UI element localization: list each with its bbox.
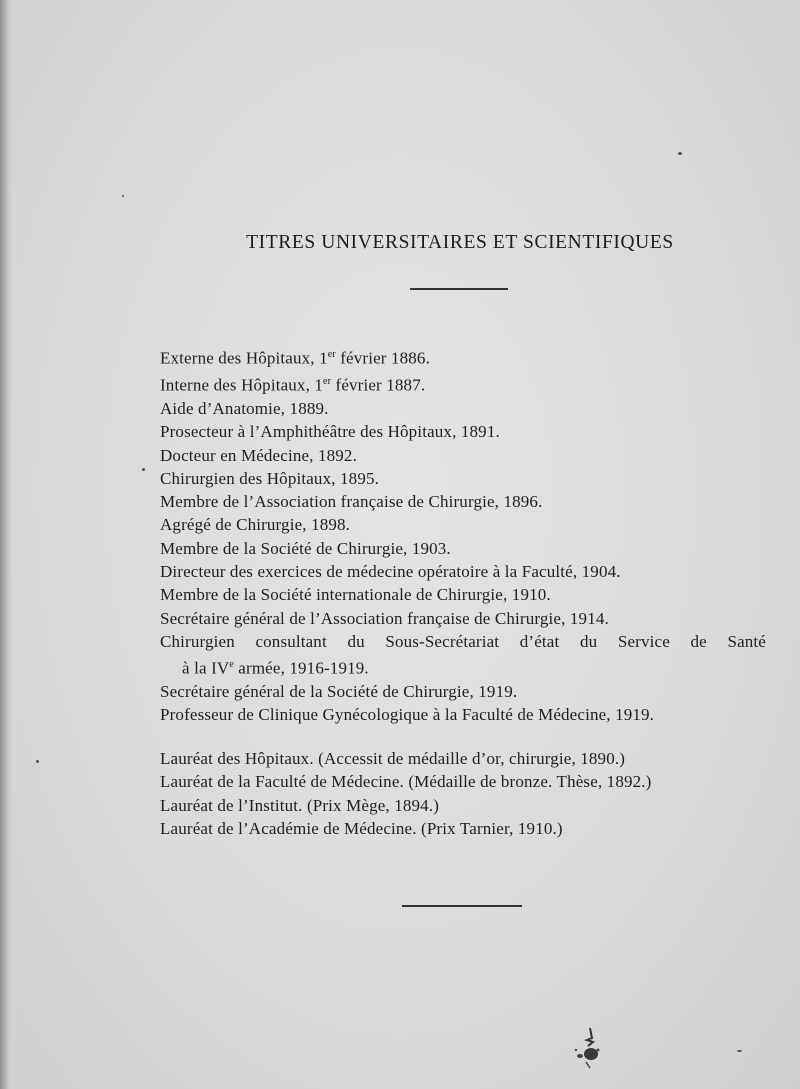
ink-speck <box>737 1050 742 1052</box>
award-entry: Lauréat de l’Institut. (Prix Mège, 1894.) <box>160 795 440 815</box>
title-entry: Prosecteur à l’Amphithéâtre des Hôpitaux, 1891. <box>160 422 500 442</box>
title-entry: Directeur des exercices de médecine opératoire à la Faculté, 1904. <box>160 561 621 581</box>
title-entry: Secrétaire général de la Société de Chirurgie, 1919. <box>160 682 518 702</box>
closing-divider <box>402 905 522 907</box>
title-entry: Interne des Hôpitaux, 1er février 1887. <box>160 375 426 395</box>
page-edge-shadow <box>0 0 12 1089</box>
title-entry: Membre de la Société internationale de Chirurgie, 1910. <box>160 585 551 605</box>
page-title: TITRES UNIVERSITAIRES ET SCIENTIFIQUES <box>246 232 674 253</box>
titles-list <box>160 343 770 727</box>
title-entry-consultant <box>160 630 770 680</box>
ink-speck <box>142 468 145 471</box>
ink-speck <box>36 760 39 763</box>
consultant-line-2: à la IVe armée, 1916-1919. <box>182 658 369 678</box>
award-entry: Lauréat de l’Académie de Médecine. (Prix Tarnier, 1910.) <box>160 818 563 838</box>
title-entry: Chirurgien des Hôpitaux, 1895. <box>160 468 380 488</box>
ink-speck <box>678 152 682 155</box>
ink-speck <box>122 195 124 197</box>
title-entry: Membre de la Société de Chirurgie, 1903. <box>160 538 451 558</box>
award-entry: Lauréat des Hôpitaux. (Accessit de médaille d’or, chirurgie, 1890.) <box>160 749 626 768</box>
title-entry: Secrétaire général de l’Association française de Chirurgie, 1914. <box>160 608 609 628</box>
title-entry: Aide d’Anatomie, 1889. <box>160 398 329 418</box>
title-entry: Professeur de Clinique Gynécologique à la Faculté de Médecine, 1919. <box>160 705 655 725</box>
title-entry: Membre de l’Association française de Chirurgie, 1896. <box>160 492 543 512</box>
title-entry: Agrégé de Chirurgie, 1898. <box>160 515 351 535</box>
title-divider <box>410 288 508 290</box>
awards-list <box>160 747 770 840</box>
award-entry: Lauréat de la Faculté de Médecine. (Médaille de bronze. Thèse, 1892.) <box>160 772 652 792</box>
title-entry: Externe des Hôpitaux, 1er février 1886. <box>160 348 430 368</box>
title-entry: Docteur en Médecine, 1892. <box>160 445 357 465</box>
consultant-line-1: Chirurgien consultant du Sous-Secrétariat d’état du Service de Santé <box>160 631 766 651</box>
ink-ornament-icon <box>568 1026 608 1070</box>
